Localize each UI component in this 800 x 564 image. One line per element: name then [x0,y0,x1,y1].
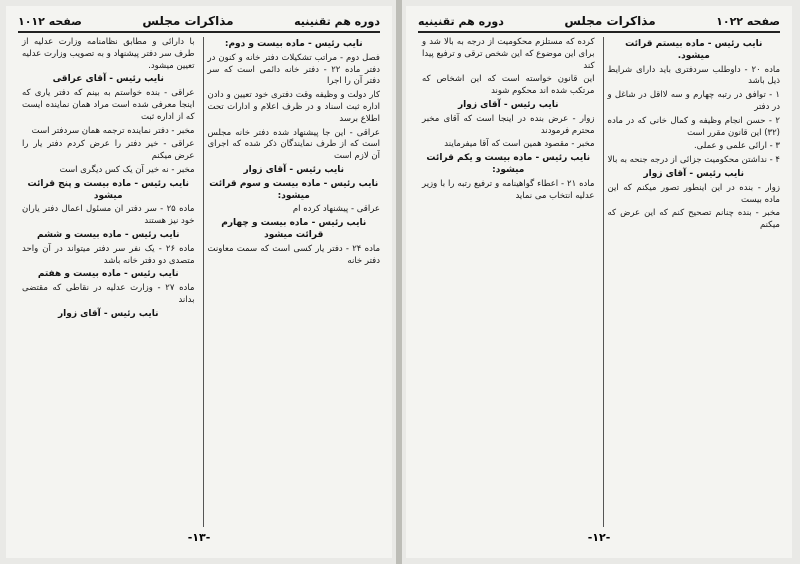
paragraph: ۲ - حسن انجام وظیفه و کمال خانی که در ماده (۳۲) این قانون مقرر است [607,115,780,138]
paragraph: نایب رئیس - ماده بیست و پنج قرائت میشود [27,178,190,201]
right-page [406,6,792,558]
paragraph: نایب رئیس - ماده بیست و سوم قرائت میشود: [209,178,379,201]
paragraph: نایب رئیس - ماده بیست و هفتم [37,269,179,280]
paragraph: مخبر - مقصود همین است که آقا میفرمایند [444,139,595,150]
left-page-col-left [18,37,195,527]
paragraph: مخبر - نه خیر آن یک کس دیگری است [59,164,195,175]
left-session-label: دوره هم تقنینیه [294,14,380,28]
paragraph: با دارائی و مطابق نظامنامه وزارت عدلیه از طرف سر دفتر پیشنهاد و به تصویب وزارت عدلیه تعیین میشود. [22,37,195,71]
paragraph: نایب رئیس - آقای عراقی [52,74,164,85]
paragraph: نایب رئیس - ماده بیست و یکم قرائت میشود: [426,153,591,175]
paragraph: ماده ۲۴ - دفتر یار کسی است که سمت معاونت دفتر خانه [207,243,380,266]
paragraph: ماده ۲۱ - اعطاء گواهینامه و ترفیع رتبه را با وزیر عدلیه انتخاب می نماید [422,178,595,201]
paragraph: نایب رئیس - آقای زوار [643,168,745,179]
paragraph: عراقی - این جا پیشنهاد شده دفتر خانه مجلس است که از طرف نمایندگان ذکر شده که اجرای آن لازم است [207,127,380,162]
paragraph: ماده ۲۶ - یک نفر سر دفتر میتواند در آن واحد متصدی دو دفتر خانه باشد [22,243,195,266]
right-session-label: دوره هم تقنینیه [418,14,504,28]
left-page [6,6,392,558]
left-page-columns [18,37,380,527]
book-gutter [396,0,402,564]
paragraph: نایب رئیس - ماده بیستم قرائت میشود. [625,39,763,61]
paragraph: عراقی - پیشنهاد کرده ام [292,204,380,215]
paragraph: ۱ - توافق در رتبه چهارم و سه لااقل در شاغل و در دفتر [607,90,780,112]
paragraph: نایب رئیس - ماده بیست و دوم: [224,39,363,49]
right-page-columns [418,37,780,527]
paragraph: مخبر - دفتر نماینده ترجمه همان سردفتر است [31,125,195,136]
left-page-number: صفحه ۱۰۱۲ [18,14,82,28]
paragraph: نایب رئیس - ماده بیست و ششم [37,229,180,240]
right-page-col-left [418,37,595,527]
left-page-title: مذاکرات مجلس [142,14,234,28]
paragraph: مخبر - بنده چنانم تصحیح کنم که این عرض که میکنم [607,208,780,231]
paragraph: کرده که مستلزم محکومیت از درجه به بالا شد و برای این موضوع که این شخص ترقی و ترفیع پیدا کند [422,37,595,71]
paragraph: عراقی - خیر دفتر را عرض کردم دفتر یار را عرض میکنم [22,139,195,162]
paragraph: این قانون خواسته است که این اشخاص که مرتکب شده اند محکوم شوند [422,74,595,97]
paragraph: ۴ - نداشتن محکومیت جزائی از درجه جنحه به بالا [607,155,780,166]
right-page-title: مذاکرات مجلس [564,14,656,28]
right-page-number: صفحه ۱۰۲۲ [716,14,780,28]
paragraph: کار دولت و وظیفه وقت دفتری خود تعیین و دادن اداره ثبت اسناد و در ظرف اعلام و ادارات تحت اطلاع برسد [207,90,380,124]
paragraph: عراقی - بنده خواستم به بینم که دفتر یاری که اینجا معرفی شده است مراد همان نماینده ایست که از اداره ثبت [22,88,195,122]
paragraph: نایب رئیس - آقای زوار [243,164,345,175]
left-page-footer: -۱۳- [187,531,211,544]
paragraph: ماده ۲۵ - سر دفتر ان مسئول اعمال دفتر یاران خود نیز هستند [22,204,195,227]
left-page-col-right [203,37,381,527]
paragraph: ۳ - ارائی علمی و عملی. [693,141,780,152]
paragraph: زوار - عرض بنده در اینجا است که آقای مخبر محترم فرمودند [422,113,595,136]
paragraph: نایب رئیس - ماده بیست و چهارم قرائت میشود [221,218,367,240]
paragraph: ماده ۲۷ - وزارت عدلیه در نقاطی که مقتضی بداند [22,283,195,305]
paragraph: فصل دوم - مراتب تشکیلات دفتر خانه و کنون در دفتر ماده ۲۲ - دفتر خانه دائمی است که سر دفتر آن را اجرا [207,52,380,87]
left-page-header [18,14,380,33]
paragraph: نایب رئیس - آقای زوار [57,308,159,319]
paragraph: ماده ۲۰ - داوطلب سردفتری باید دارای شرایط ذیل باشد [607,64,780,87]
paragraph: زوار - بنده در این اینطور تصور میکنم که این ماده بیست [607,182,780,205]
right-page-footer: -۱۲- [587,531,611,544]
paragraph: نایب رئیس - آقای زوار [457,99,559,110]
right-page-header [418,14,780,33]
right-page-col-right [603,37,781,527]
